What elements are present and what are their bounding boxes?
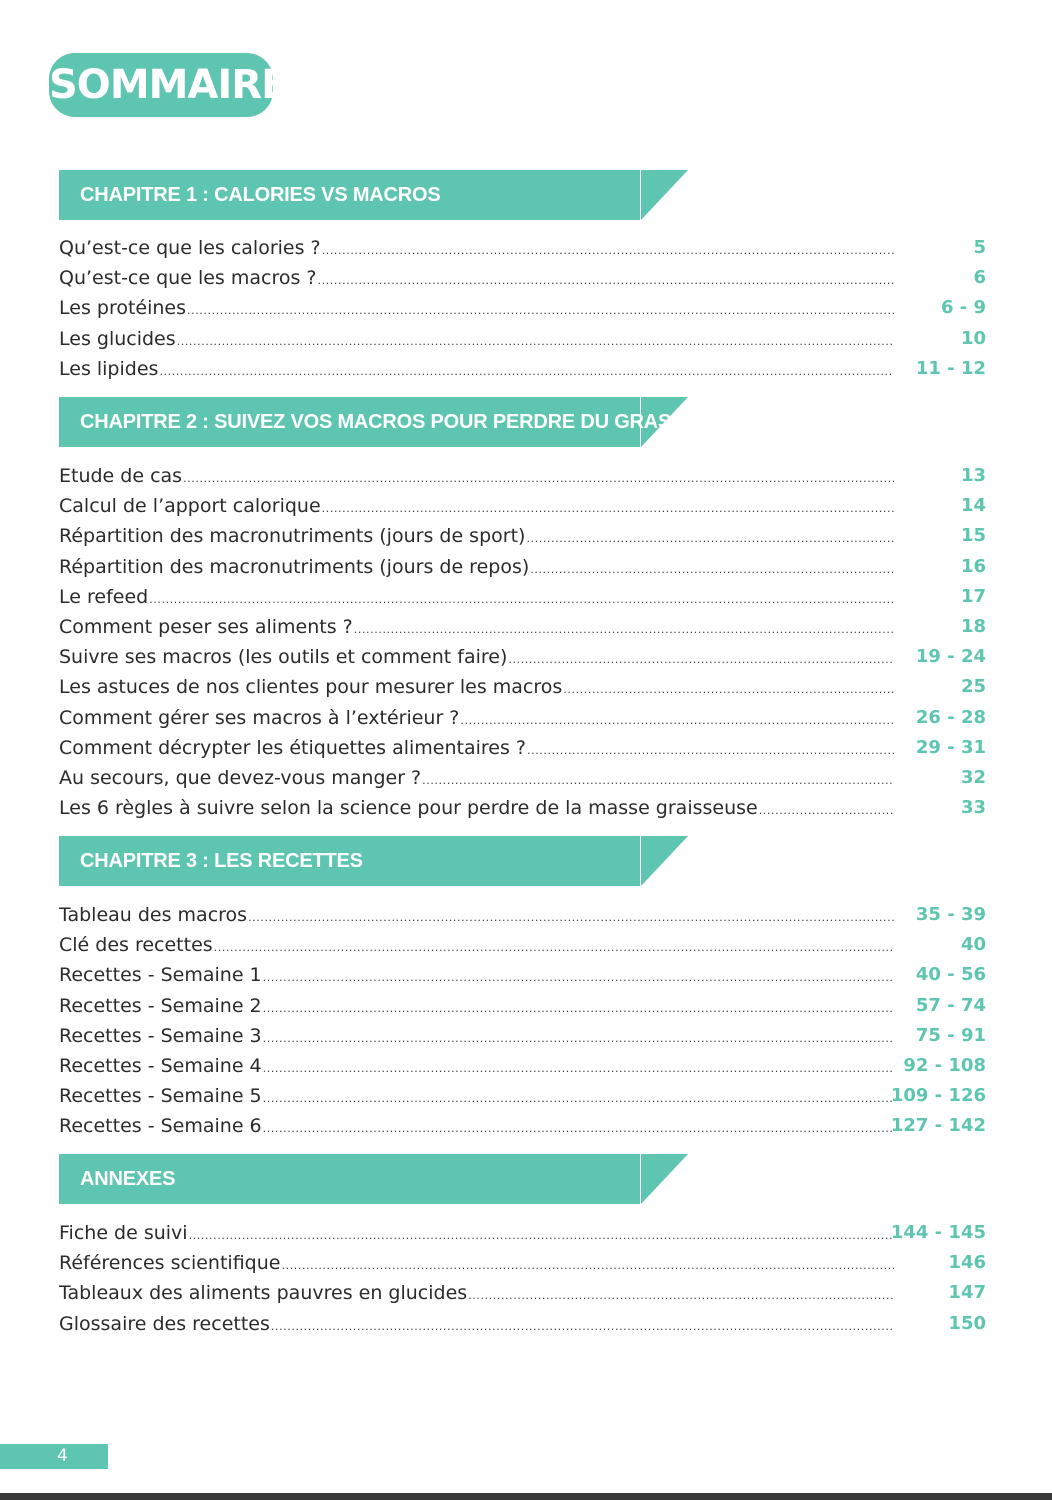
toc-entry-page: 75 - 91 bbox=[915, 1024, 986, 1046]
chapter-3-label: CHAPITRE 3 : LES RECETTES bbox=[80, 850, 363, 872]
toc-entry[interactable] bbox=[59, 491, 989, 521]
toc-entry[interactable] bbox=[59, 521, 989, 551]
toc-entry-page: 13 bbox=[960, 465, 986, 486]
bottom-border bbox=[0, 1493, 1052, 1500]
toc-entry[interactable] bbox=[59, 1248, 989, 1278]
toc-entry-text: Comment décrypter les étiquettes alimentaires ? ..... bbox=[59, 733, 894, 763]
toc-entry-text: Les astuces de nos clientes pour mesurer les macros ..... bbox=[59, 672, 894, 702]
toc-entry[interactable] bbox=[59, 552, 989, 582]
toc-entry-page: 146 bbox=[948, 1252, 986, 1274]
toc-entry-page: 14 bbox=[960, 495, 986, 517]
toc-entry[interactable] bbox=[59, 1081, 989, 1111]
chapter-2-header bbox=[59, 397, 689, 447]
toc-entry[interactable] bbox=[59, 793, 989, 823]
annexes-entries bbox=[59, 1218, 989, 1339]
chapter-2-label: CHAPITRE 2 : SUIVEZ VOS MACROS POUR PERDRE DU GRAS bbox=[80, 411, 672, 433]
toc-entry-page: 25 bbox=[960, 676, 986, 698]
toc-entry[interactable] bbox=[59, 1051, 989, 1081]
chapter-1-header bbox=[59, 170, 689, 220]
toc-entry-text: Au secours, que devez-vous manger ? ..... bbox=[59, 763, 894, 793]
toc-entry-text: Répartition des macronutriments (jours de repos) ..... bbox=[59, 552, 894, 582]
toc-entry[interactable] bbox=[59, 642, 989, 672]
toc-entry-page: 35 - 39 bbox=[915, 904, 986, 925]
toc-entry[interactable] bbox=[59, 733, 989, 763]
toc-entry[interactable] bbox=[59, 763, 989, 793]
toc-entry-page: 144 - 145 bbox=[890, 1222, 986, 1243]
toc-entry-text: Etude de cas ..... bbox=[59, 461, 894, 491]
toc-entry-page: 16 bbox=[960, 555, 986, 577]
toc-entry-text: Suivre ses macros (les outils et comment faire) ..... bbox=[59, 642, 894, 672]
toc-entry-page: 5 bbox=[973, 237, 986, 258]
toc-entry-text: Tableaux des aliments pauvres en glucides ..... bbox=[59, 1278, 894, 1308]
toc-entry-page: 17 bbox=[960, 585, 986, 607]
toc-entry-page: 40 - 56 bbox=[915, 964, 986, 986]
toc-entry-text: Comment gérer ses macros à l’extérieur ? ..... bbox=[59, 703, 894, 733]
page-number-tab bbox=[0, 1444, 108, 1469]
toc-entry-text: Les glucides ..... bbox=[59, 324, 894, 354]
toc-entry-text: Qu’est-ce que les macros ? ..... bbox=[59, 263, 894, 293]
toc-entry-text: Recettes - Semaine 3 ..... bbox=[59, 1021, 894, 1051]
toc-entry-text: Recettes - Semaine 6 ..... bbox=[59, 1111, 894, 1141]
toc-entry-text: Qu’est-ce que les calories ? ..... bbox=[59, 233, 894, 263]
toc-entry-page: 6 - 9 bbox=[940, 297, 986, 319]
toc-entry[interactable] bbox=[59, 900, 989, 930]
toc-entry-page: 29 - 31 bbox=[915, 736, 986, 758]
toc-entry[interactable] bbox=[59, 293, 989, 323]
toc-entry-text: Recettes - Semaine 2 ..... bbox=[59, 991, 894, 1021]
toc-entry-text: Répartition des macronutriments (jours de sport) ..... bbox=[59, 521, 894, 551]
chapter-1-entries bbox=[59, 233, 989, 384]
chapter-3-entries bbox=[59, 900, 989, 1142]
toc-entry-page: 6 bbox=[973, 267, 986, 289]
toc-entry[interactable] bbox=[59, 354, 989, 384]
toc-entry-text: Recettes - Semaine 1 ..... bbox=[59, 960, 894, 990]
toc-entry-page: 26 - 28 bbox=[915, 706, 986, 728]
toc-entry-page: 150 bbox=[948, 1312, 986, 1334]
toc-entry-page: 57 - 74 bbox=[915, 994, 986, 1016]
toc-entry-page: 147 bbox=[948, 1282, 986, 1304]
toc-entry-page: 18 bbox=[960, 615, 986, 637]
toc-entry-page: 127 - 142 bbox=[890, 1115, 986, 1137]
page-title: SOMMAIRE bbox=[49, 53, 273, 117]
toc-entry[interactable] bbox=[59, 324, 989, 354]
chapter-flag-icon bbox=[641, 1154, 689, 1204]
toc-entry-text: Les 6 règles à suivre selon la science pour perdre de la masse graisseuse ..... bbox=[59, 793, 894, 823]
toc-entry[interactable] bbox=[59, 461, 989, 491]
annexes-header bbox=[59, 1154, 689, 1204]
toc-entry-text: Le refeed ..... bbox=[59, 582, 894, 612]
toc-entry[interactable] bbox=[59, 1111, 989, 1141]
toc-entry[interactable] bbox=[59, 991, 989, 1021]
toc-entry[interactable] bbox=[59, 582, 989, 612]
toc-entry-page: 10 bbox=[960, 327, 986, 349]
toc-entry[interactable] bbox=[59, 930, 989, 960]
toc-entry-page: 15 bbox=[960, 525, 986, 547]
toc-entry-page: 40 bbox=[960, 934, 986, 956]
chapter-flag-icon bbox=[641, 170, 689, 220]
toc-entry[interactable] bbox=[59, 612, 989, 642]
toc-entry[interactable] bbox=[59, 263, 989, 293]
chapter-2-entries bbox=[59, 461, 989, 823]
toc-entry-page: 92 - 108 bbox=[903, 1054, 986, 1076]
toc-entry-text: Comment peser ses aliments ? ..... bbox=[59, 612, 894, 642]
toc-entry-text: Fiche de suivi ..... bbox=[59, 1218, 894, 1248]
toc-entry[interactable] bbox=[59, 1278, 989, 1308]
chapter-1-label: CHAPITRE 1 : CALORIES VS MACROS bbox=[80, 184, 441, 206]
chapter-3-header bbox=[59, 836, 689, 886]
chapter-flag-icon bbox=[641, 836, 689, 886]
toc-entry[interactable] bbox=[59, 703, 989, 733]
toc-entry[interactable] bbox=[59, 1218, 989, 1248]
toc-entry-text: Références scientifique ..... bbox=[59, 1248, 894, 1278]
toc-entry-page: 33 bbox=[960, 797, 986, 819]
toc-entry-page: 32 bbox=[960, 766, 986, 788]
toc-entry-text: Glossaire des recettes ..... bbox=[59, 1309, 894, 1339]
toc-entry-text: Recettes - Semaine 4 ..... bbox=[59, 1051, 894, 1081]
toc-entry-text: Les protéines ..... bbox=[59, 293, 894, 323]
toc-entry[interactable] bbox=[59, 672, 989, 702]
toc-entry-page: 11 - 12 bbox=[915, 357, 986, 379]
toc-entry[interactable] bbox=[59, 1021, 989, 1051]
toc-entry[interactable] bbox=[59, 233, 989, 263]
toc-entry[interactable] bbox=[59, 960, 989, 990]
page-number: 4 bbox=[57, 1446, 68, 1466]
toc-entry-text: Recettes - Semaine 5 ..... bbox=[59, 1081, 894, 1111]
toc-entry[interactable] bbox=[59, 1309, 989, 1339]
toc-entry-text: Clé des recettes ..... bbox=[59, 930, 894, 960]
toc-entry-text: Tableau des macros ..... bbox=[59, 900, 894, 930]
toc-entry-page: 19 - 24 bbox=[915, 646, 986, 668]
toc-entry-text: Calcul de l’apport calorique ..... bbox=[59, 491, 894, 521]
annexes-label: ANNEXES bbox=[80, 1168, 176, 1190]
toc-entry-page: 109 - 126 bbox=[890, 1085, 986, 1107]
toc-entry-text: Les lipides ..... bbox=[59, 354, 894, 384]
